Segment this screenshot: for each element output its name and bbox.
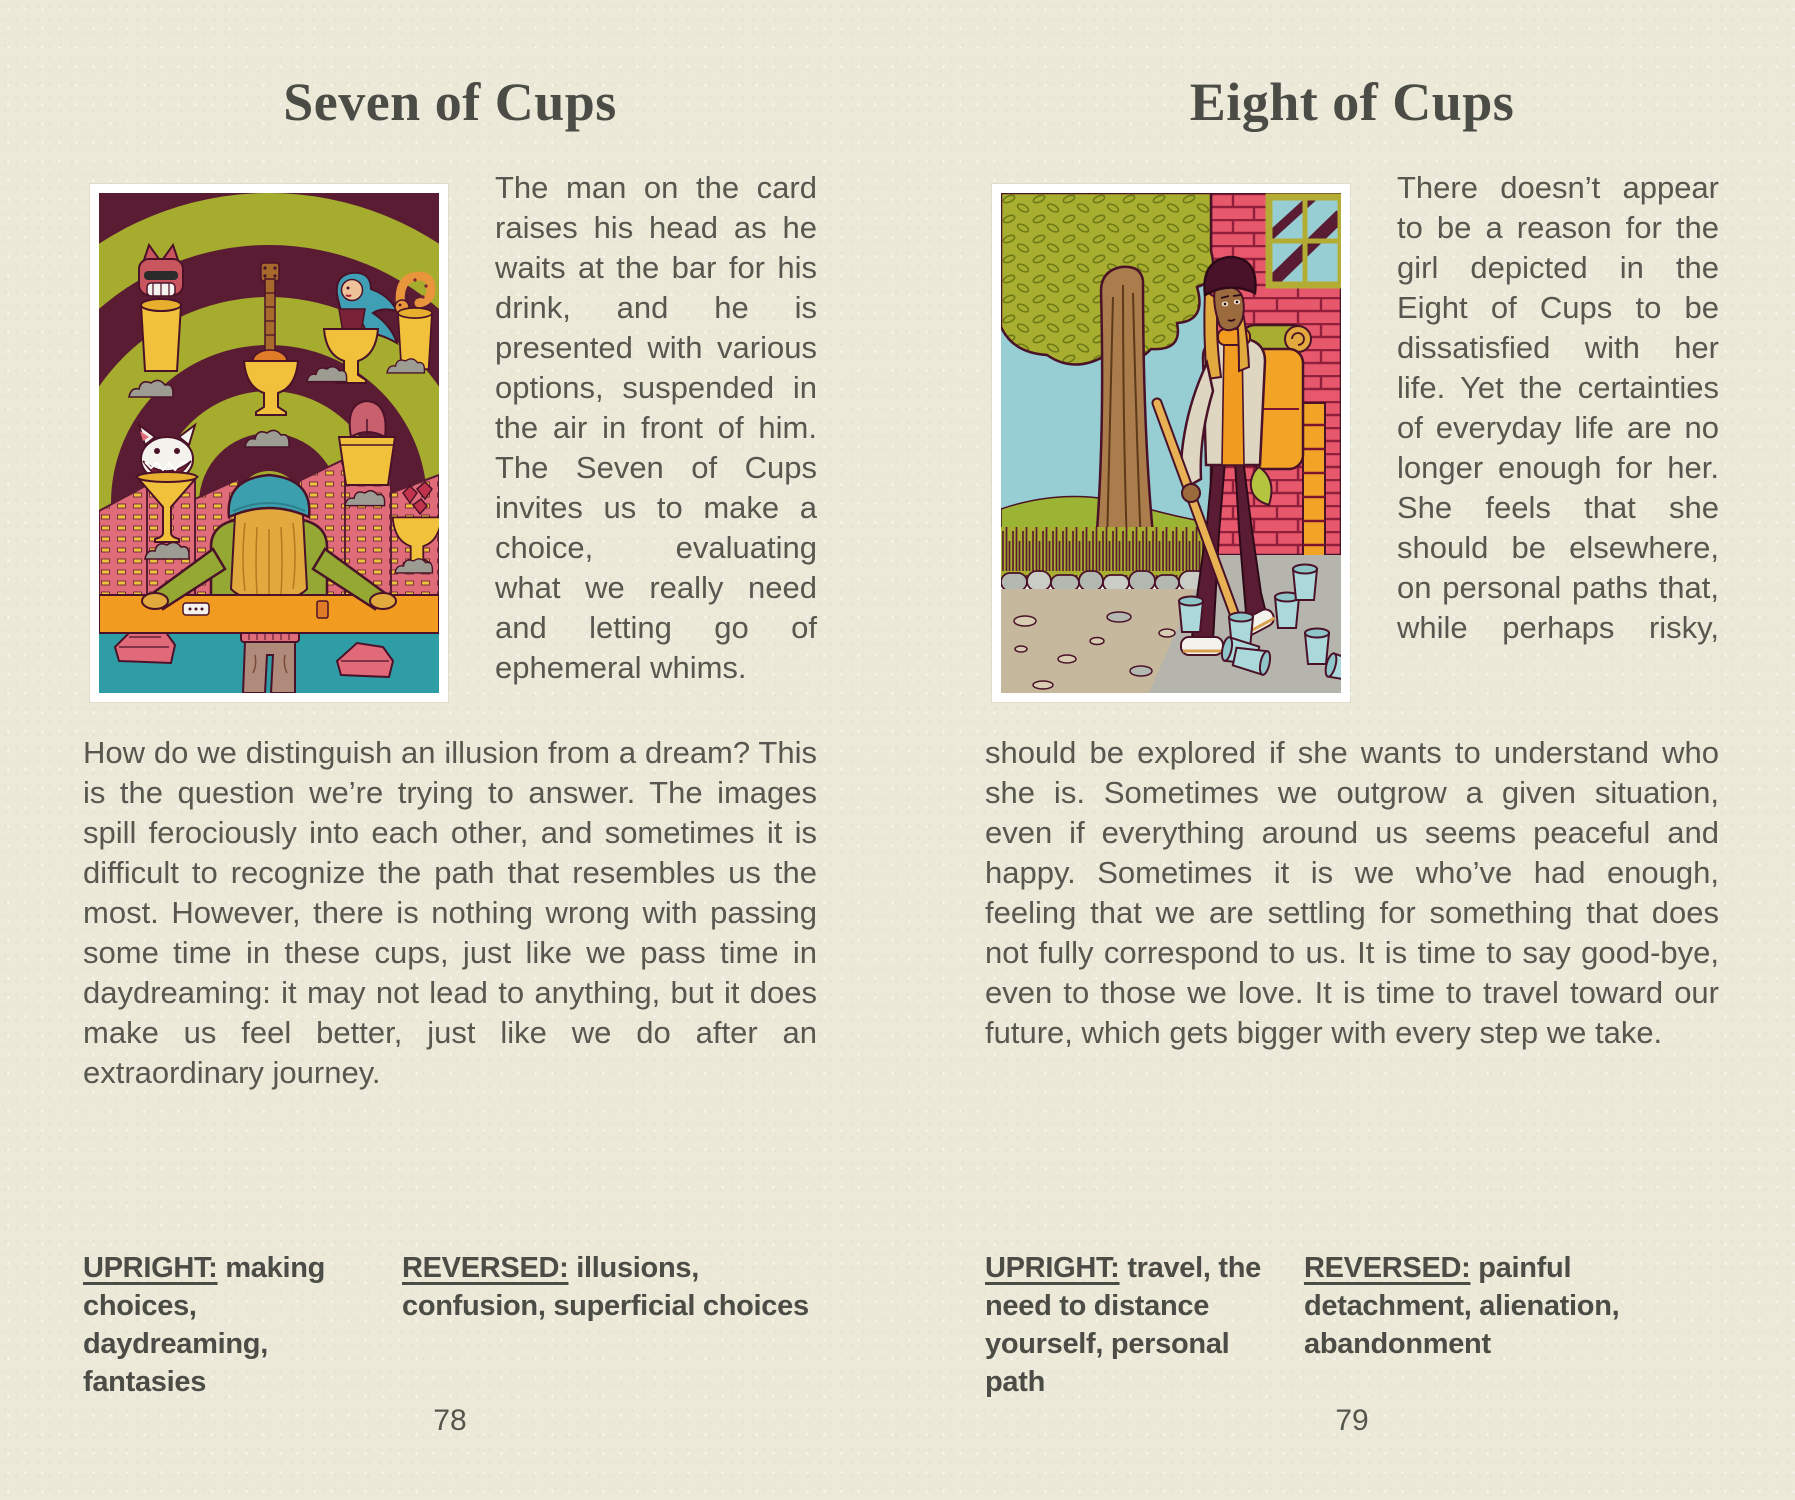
card-side-text: The man on the card raises his head as he waits at the bar for his drink, and he is presented with various options, suspended in the air in front of him. The Seven of Cups invites us to make a choice, evaluating what we really need and letting go of ephemeral whims. <box>495 170 817 685</box>
reversed-keywords <box>1304 1249 1719 1401</box>
page-title: Seven of Cups <box>283 72 617 132</box>
upright-keywords <box>985 1249 1285 1401</box>
reversed-text: painful detachment, alienation, abandonment <box>1304 1252 1620 1360</box>
reversed-label: REVERSED: <box>1304 1252 1471 1284</box>
reversed-label: REVERSED: <box>402 1252 569 1284</box>
eight-of-cups-illustration <box>1001 193 1341 693</box>
page-number: 78 <box>433 1404 467 1437</box>
face <box>1214 286 1244 330</box>
upright-keywords <box>83 1249 383 1401</box>
keywords-row <box>83 1249 817 1401</box>
upright-label: UPRIGHT: <box>83 1252 218 1284</box>
seven-of-cups-illustration <box>99 193 439 693</box>
reversed-text: illusions, confusion, superficial choices <box>402 1252 809 1322</box>
upright-label: UPRIGHT: <box>985 1252 1120 1284</box>
body-paragraph: should be explored if she wants to understand who she is. Sometimes we outgrow a given situation, even if everything around us seems peaceful and happy. Sometimes it is we who’ve had enough, feeling that we are settling for something that does not fully correspond to us. It is time to say good-bye, even to those we love. It is time to travel toward our future, which gets bigger with every step we take. <box>985 735 1719 1050</box>
reversed-keywords <box>402 1249 817 1401</box>
upright-text: travel, the need to distance yourself, personal path <box>985 1252 1262 1398</box>
hand <box>1182 484 1200 502</box>
page-title: Eight of Cups <box>1189 72 1515 132</box>
keywords-row <box>985 1249 1719 1401</box>
seven-of-cups-card <box>90 184 448 702</box>
page-eight-of-cups <box>902 0 1795 1500</box>
card-side-text: There doesn’t appear to be a reason for the girl depicted in the Eight of Cups to be dissatisfied with her life. Yet the certainties of everyday life are no longer enough for her. She feels that she should be elsewhere, on personal paths that, while perhaps risky, <box>1397 170 1719 645</box>
page-number: 79 <box>1335 1404 1369 1437</box>
upright-text: making choices, daydreaming, fantasies <box>83 1252 326 1398</box>
body-paragraph: How do we distinguish an illusion from a dream? This is the question we’re trying to answer. The images spill ferociously into each other, and sometimes it is difficult to recognize the path that resembles us the most. However, there is nothing wrong with passing some time in these cups, just like we pass time in daydreaming: it may not lead to anything, but it does make us feel better, just like we do after an extraordinary journey. <box>83 735 817 1090</box>
eight-of-cups-card <box>992 184 1350 702</box>
page-seven-of-cups <box>0 0 893 1500</box>
